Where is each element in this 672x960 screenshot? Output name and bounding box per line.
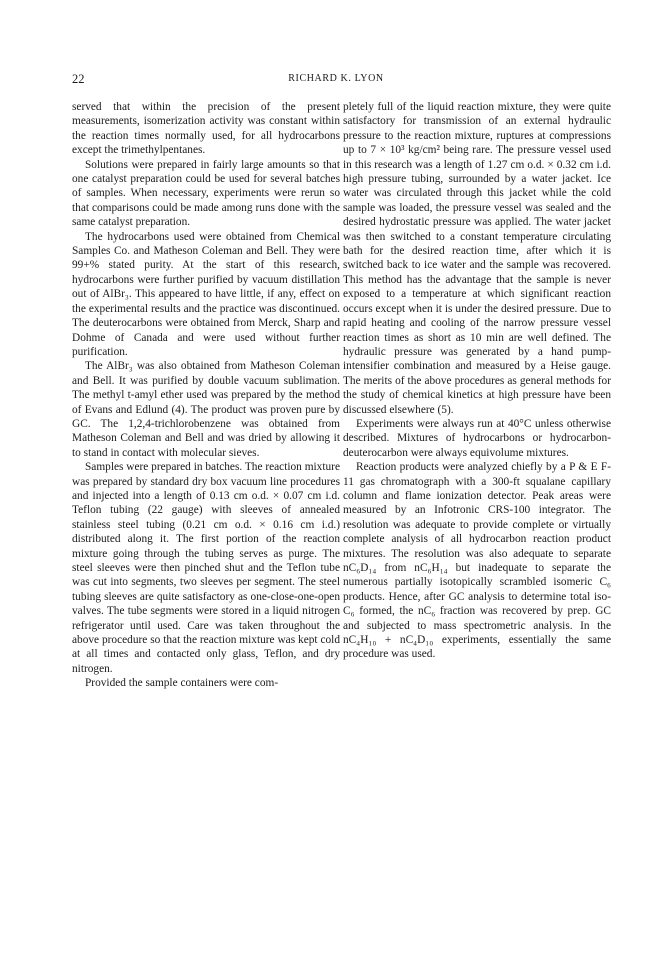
paragraph: Solutions were prepared in fairly large amounts so that one catalyst preparation could be used for several batches of samples. When necessary, experiments were rerun so that comparisons could be made among runs done with the same catalyst preparation.	[72, 158, 340, 229]
page-header	[72, 72, 600, 88]
paragraph: The hydrocarbons used were obtained from Chemical Samples Co. and Matheson Coleman and Bell. They were 99+% stated purity. At the start of this research, hydrocarbons were further purified by vacuum distillation out of AlBr₃. This appeared to have little, if any, effect on the experimental results and the practice was discontinued. The deuterocarbons were obtained from Merck, Sharp and Dohme of Canada and were used without further purification.	[72, 230, 340, 358]
paragraph: Samples were prepared in batches. The reaction mixture was prepared by standard dry box vacuum line procedures and injected into a length of 0.13 cm o.d. × 0.07 cm i.d. Teflon tubing (22 gauge) with sleeves of annealed stainless steel tubing (0.21 cm o.d. × 0.16 cm i.d.) distributed along it. The first portion of the reaction mixture going through the tubing serves as purge. The steel sleeves were then pinched shut and the Teflon tube was cut into segments, two sleeves per segment. The steel tubing sleeves are quite satisfactory as one-close-one-open valves. The tube segments were stored in a liquid nitrogen refrigerator until used. Care was taken throughout the above procedure so that the reaction mixture was kept cold at all times and contacted only glass, Teflon, and dry nitrogen.	[72, 461, 340, 675]
paragraph: pletely full of the liquid reaction mixture, they were quite satisfactory for transmission of an external hydraulic pressure to the reaction mixture, ruptures at compressions up to 7 × 10³ kg/cm² being rare. The pressure vessel used in this research was a length of 1.27 cm o.d. × 0.32 cm i.d. high pressure tubing, surrounded by a water jacket. Ice water was circulated through this jacket while the cold sample was loaded, the pressure vessel was sealed and the desired hydrostatic pressure was applied. The water jacket was then switched to a constant temperature circulating bath for the desired reaction time, after which it is switched back to ice water and the sample was recovered. This method has the advantage that the sample is never exposed to a temperature at which significant reaction occurs except when it is under the desired pressure. Due to rapid heating and cooling of the narrow pressure vessel reaction times as short as 10 min are well defined. The hydraulic pressure was generated by a hand pump-intensifier combination and measured by a Heise gauge. The merits of the above procedures as general methods for the study of chemical kinetics at high pressure have been discussed elsewhere (5).	[343, 101, 611, 416]
page-number: 22	[72, 72, 85, 86]
paragraph: Reaction products were analyzed chiefly by a P & E F-11 gas chromatograph with a 300-ft squalane capillary column and flame ionization detector. Peak areas were measured by an Infotronic CRS-100 integrator. The resolution was adequate to provide complete or virtually complete analysis of all hydrocarbon reaction product mixtures. The resolution was also adequate to separate nC₆D₁₄ from nC₆H₁₄ but inadequate to separate the numerous partially isotopically scrambled isomeric C₆ products. Hence, after GC analysis to determine total iso-C₆ formed, the nC₆ fraction was recovered by prep. GC and subjected to mass spectrometric analysis. In the nC₄H₁₀ + nC₄D₁₀ experiments, essentially the same procedure was used.	[343, 461, 611, 661]
left-column	[72, 100, 340, 691]
paragraph: served that within the precision of the present measurements, isomerization activity was constant within the reaction times normally used, for all hydrocarbons except the trimethylpentanes.	[72, 101, 340, 157]
paragraph: Provided the sample containers were com-	[85, 677, 279, 690]
paragraph: The AlBr₃ was also obtained from Matheson Coleman and Bell. It was purified by double vacuum sublimation. The methyl t-amyl ether used was prepared by the method of Evans and Edlund (4). The product was proven pure by GC. The 1,2,4-trichlorobenzene was obtained from Matheson Coleman and Bell and was dried by allowing it to stand in contact with molecular sieves.	[72, 360, 340, 459]
paragraph: Experiments were always run at 40°C unless otherwise described. Mixtures of hydrocarbons or hydrocarbon-deuterocarbon were always equivolume mixtures.	[343, 417, 611, 459]
right-column	[343, 100, 611, 662]
running-head: RICHARD K. LYON	[288, 73, 384, 84]
